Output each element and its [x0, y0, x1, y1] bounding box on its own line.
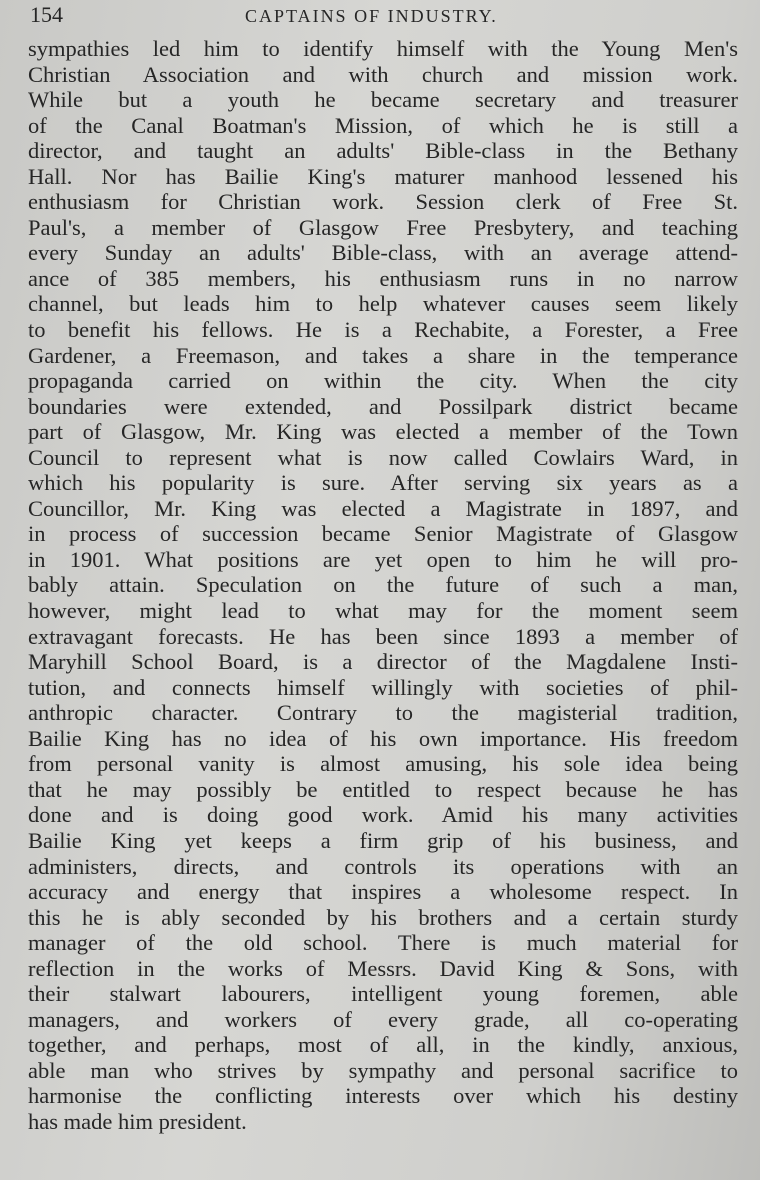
- text-line: has made him president.: [28, 1108, 247, 1134]
- text-line: of the Canal Boatman's Mission, of which he is still a: [28, 112, 738, 138]
- running-title: CAPTAINS OF INDUSTRY.: [245, 6, 498, 26]
- text-line: Bailie King yet keeps a firm grip of his business, and: [28, 827, 738, 853]
- text-line: Christian Association and with church and mission work.: [28, 61, 738, 87]
- text-line: manager of the old school. There is much material for: [28, 930, 738, 956]
- text-line: tution, and connects himself willingly with societies of phil-: [28, 674, 738, 700]
- text-line: done and is doing good work. Amid his many activities: [28, 802, 738, 828]
- text-line: propaganda carried on within the city. When the city: [28, 368, 738, 394]
- text-line: Maryhill School Board, is a director of the Magdalene Insti-: [28, 649, 738, 675]
- text-line: in 1901. What positions are yet open to him he will pro-: [28, 546, 738, 572]
- text-line: every Sunday an adults' Bible-class, with an average attend-: [28, 240, 738, 266]
- text-line: Gardener, a Freemason, and takes a share in the temperance: [28, 342, 738, 368]
- text-line: which his popularity is sure. After serving six years as a: [28, 470, 738, 496]
- text-line: bably attain. Speculation on the future of such a man,: [28, 572, 738, 598]
- text-line: Hall. Nor has Bailie King's maturer manhood lessened his: [28, 163, 738, 189]
- text-line: accuracy and energy that inspires a wholesome respect. In: [28, 879, 738, 905]
- text-line: to benefit his fellows. He is a Rechabite, a Forester, a Free: [28, 317, 738, 343]
- text-line: sympathies led him to identify himself with the Young Men's: [28, 36, 738, 61]
- text-line: Paul's, a member of Glasgow Free Presbytery, and teaching: [28, 214, 738, 240]
- text-line: reflection in the works of Messrs. David King & Sons, with: [28, 955, 738, 981]
- text-line: from personal vanity is almost amusing, his sole idea being: [28, 751, 738, 777]
- text-line: able man who strives by sympathy and personal sacrifice to: [28, 1057, 738, 1083]
- text-line: Council to represent what is now called Cowlairs Ward, in: [28, 444, 738, 470]
- text-line: administers, directs, and controls its operations with an: [28, 853, 738, 879]
- text-line: boundaries were extended, and Possilpark district became: [28, 393, 738, 419]
- text-line: ance of 385 members, his enthusiasm runs in no narrow: [28, 265, 738, 291]
- text-line: their stalwart labourers, intelligent young foremen, able: [28, 981, 738, 1007]
- text-line: part of Glasgow, Mr. King was elected a member of the Town: [28, 419, 738, 445]
- text-line: managers, and workers of every grade, all co-operating: [28, 1006, 738, 1032]
- text-line: While but a youth he became secretary and treasurer: [28, 87, 738, 113]
- text-line: Councillor, Mr. King was elected a Magistrate in 1897, and: [28, 495, 738, 521]
- body-text: [28, 36, 738, 1135]
- text-line: channel, but leads him to help whatever causes seem likely: [28, 291, 738, 317]
- text-line: director, and taught an adults' Bible-class in the Bethany: [28, 138, 738, 164]
- text-line: Bailie King has no idea of his own importance. His freedom: [28, 725, 738, 751]
- text-line: extravagant forecasts. He has been since 1893 a member of: [28, 623, 738, 649]
- text-line: in process of succession became Senior Magistrate of Glasgow: [28, 521, 738, 547]
- text-line: enthusiasm for Christian work. Session clerk of Free St.: [28, 189, 738, 215]
- page-header: [30, 2, 750, 32]
- text-line: however, might lead to what may for the moment seem: [28, 598, 738, 624]
- text-line: that he may possibly be entitled to respect because he has: [28, 776, 738, 802]
- text-line: harmonise the conflicting interests over which his destiny: [28, 1083, 738, 1109]
- text-line: together, and perhaps, most of all, in the kindly, anxious,: [28, 1032, 738, 1058]
- text-line: this he is ably seconded by his brothers and a certain sturdy: [28, 904, 738, 930]
- page-number: 154: [30, 2, 63, 27]
- text-line: anthropic character. Contrary to the magisterial tradition,: [28, 700, 738, 726]
